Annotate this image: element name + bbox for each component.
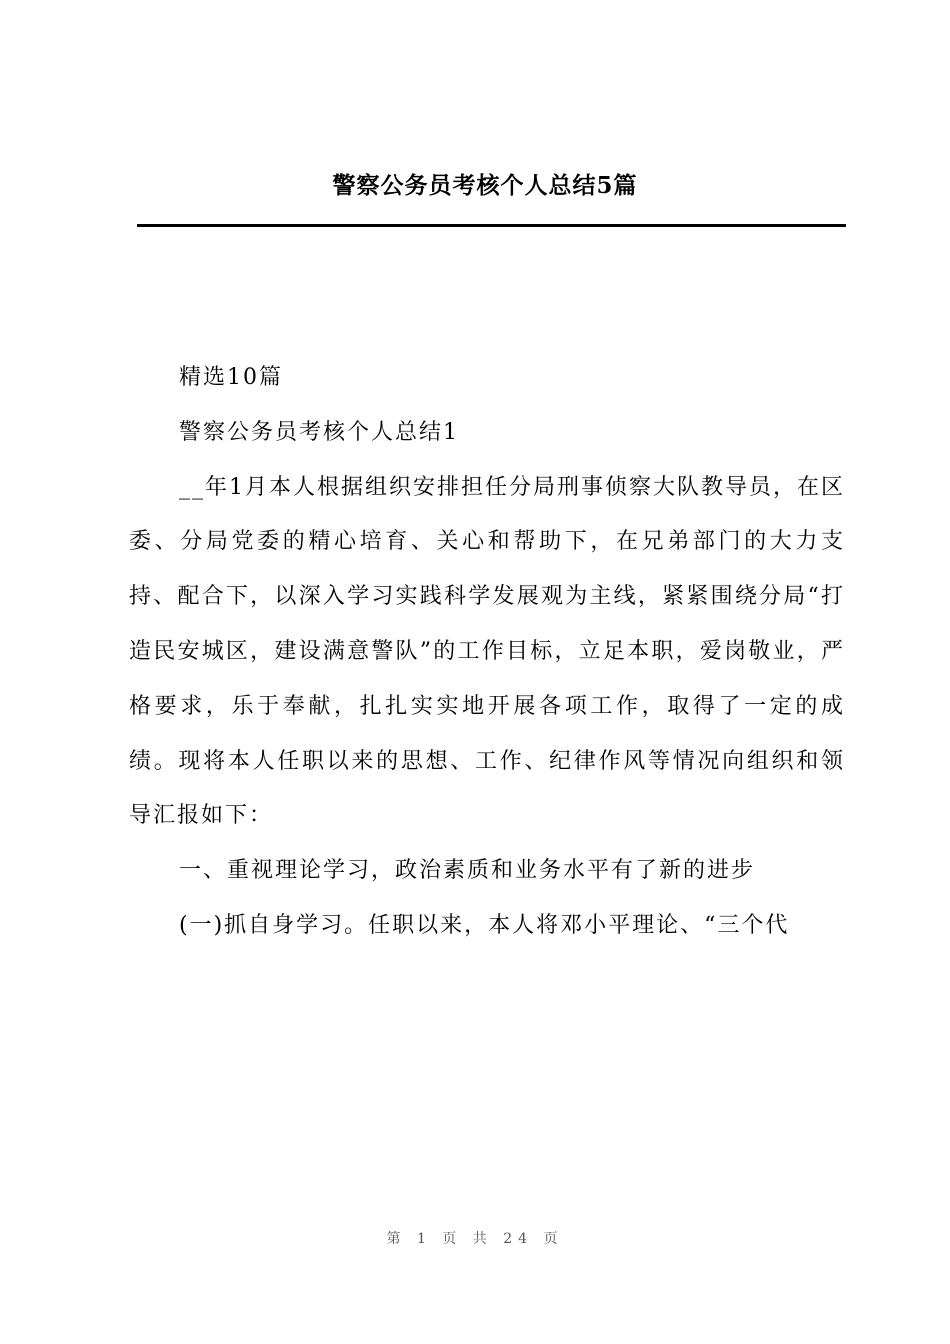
section-heading-summary-1: 警察公务员考核个人总结1 [179,419,459,445]
paragraph-selection-note: 精选10篇 [179,365,283,390]
title-underline-divider [137,224,846,227]
section-heading-theory-study: 一、重视理论学习，政治素质和业务水平有了新的进步 [179,858,756,884]
paragraph-intro: __年1月本人根据组织安排担任分局刑事侦察大队教导员，在区委、分局党委的精心培育、关心和帮助下，在兄弟部门的大力支持、配合下，以深入学习实践科学发展观为主线，紧紧围绕分局“打造民安城区，建设满意警队”的工作目标，立足本职，爱岗敬业，严格要求，乐于奉献，扎扎实实地开展各项工作，取得了一定的成绩。现将本人任职以来的思想、工作、纪律作风等情况向组织和领导汇报如下： [129,474,845,829]
document-body [129,351,845,954]
page-number-footer: 第 1 页 共 24 页 [386,1231,564,1247]
document-title: 警察公务员考核个人总结5篇 [332,172,638,199]
paragraph-self-study: (一)抓自身学习。任职以来，本人将邓小平理论、“三个代 [179,912,790,938]
